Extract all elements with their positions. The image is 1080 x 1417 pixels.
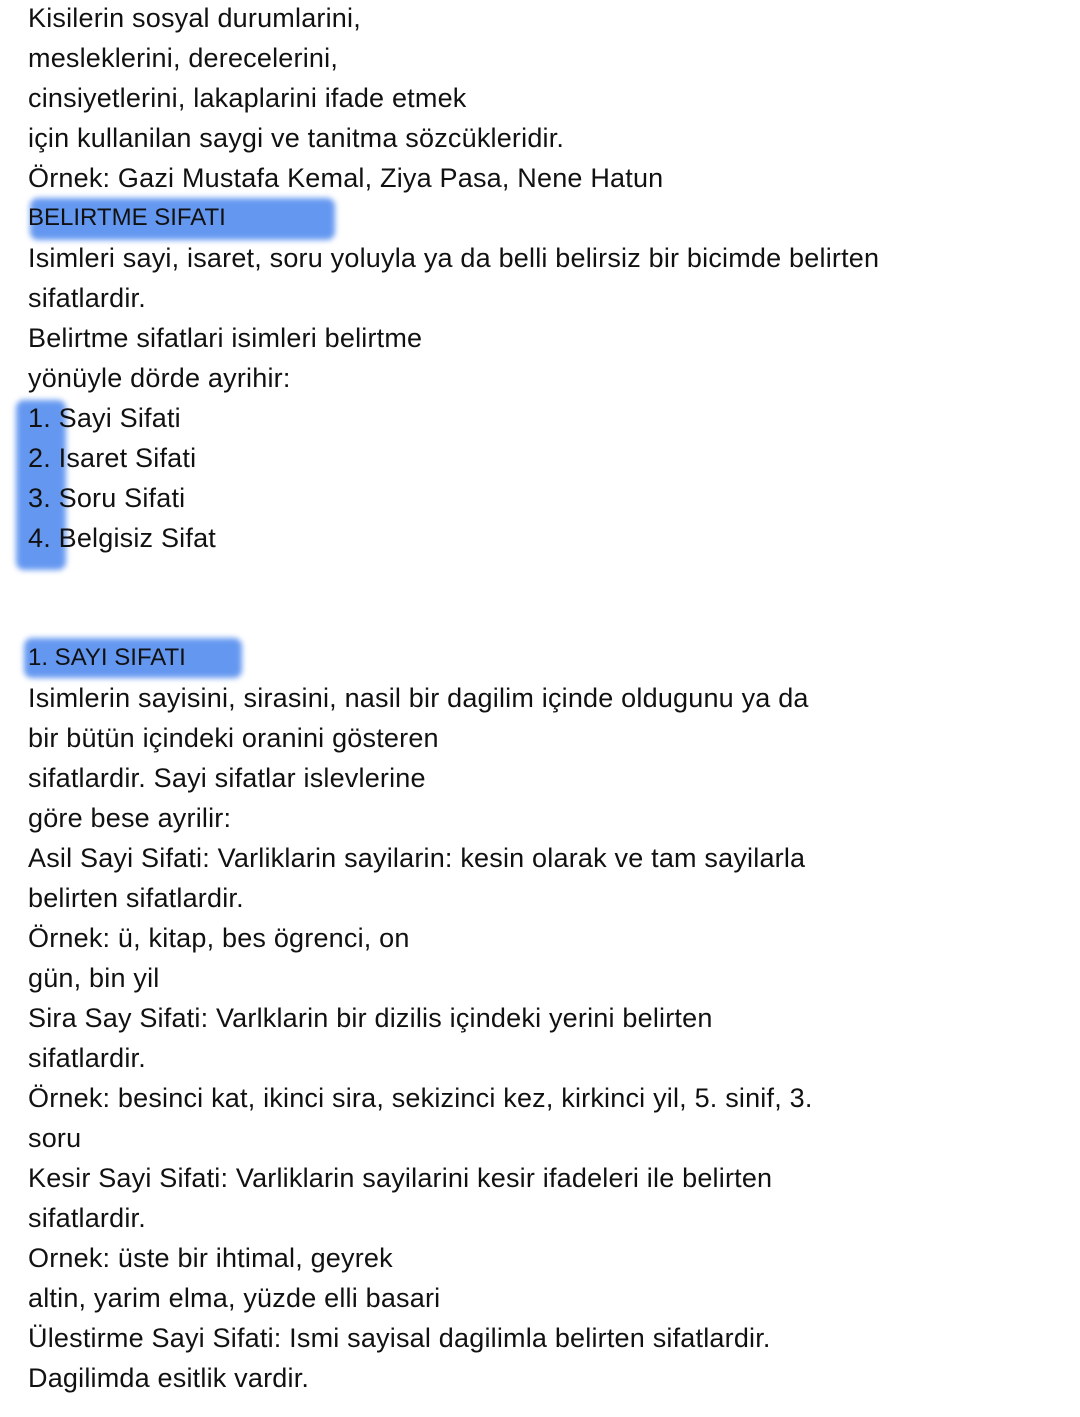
text-line: Isimlerin sayisini, sirasini, nasil bir dagilim içinde oldugunu ya da bbox=[28, 683, 809, 713]
section-heading-belirtme: BELIRTME SIFATI bbox=[28, 204, 226, 231]
text-line: Ornek: üste bir ihtimal, geyrek bbox=[28, 1243, 393, 1273]
intro-line: için kullanilan saygi ve tanitma sözcükleridir. bbox=[28, 123, 565, 153]
text-line: belirten sifatlardir. bbox=[28, 883, 244, 913]
intro-line: mesleklerini, derecelerini, bbox=[28, 43, 339, 73]
section-heading-sayi: 1. SAYI SIFATI bbox=[28, 644, 186, 671]
text-line: bir bütün içindeki oranini gösteren bbox=[28, 723, 439, 753]
intro-line: Örnek: Gazi Mustafa Kemal, Ziya Pasa, Nene Hatun bbox=[28, 163, 664, 193]
text-line: sifatlardir. bbox=[28, 1043, 146, 1073]
text-line: gün, bin yil bbox=[28, 963, 160, 993]
list-item: 4. Belgisiz Sifat bbox=[28, 523, 216, 553]
text-line: sifatlardir. Sayi sifatlar islevlerine bbox=[28, 763, 426, 793]
text-line: Asil Sayi Sifati: Varliklarin sayilarin: kesin olarak ve tam sayilarla bbox=[28, 843, 806, 873]
text-line: altin, yarim elma, yüzde elli basari bbox=[28, 1283, 441, 1313]
text-line: göre bese ayrilir: bbox=[28, 803, 232, 833]
text-line: Örnek: ü, kitap, bes ögrenci, on bbox=[28, 923, 410, 953]
text-line: soru bbox=[28, 1123, 82, 1153]
text-line: sifatlardir. bbox=[28, 1203, 146, 1233]
text-line: sifatlardir. bbox=[28, 283, 146, 313]
text-line: Sira Say Sifati: Varlklarin bir dizilis içindeki yerini belirten bbox=[28, 1003, 713, 1033]
list-item: 2. Isaret Sifati bbox=[28, 443, 197, 473]
text-line: Ülestirme Sayi Sifati: Ismi sayisal dagilimla belirten sifatlardir. bbox=[28, 1323, 771, 1353]
text-line: Kesir Sayi Sifati: Varliklarin sayilarini kesir ifadeleri ile belirten bbox=[28, 1163, 773, 1193]
list-item: 3. Soru Sifati bbox=[28, 483, 186, 513]
text-line: Dagilimda esitlik vardir. bbox=[28, 1363, 310, 1393]
list-item: 1. Sayi Sifati bbox=[28, 403, 181, 433]
intro-line: cinsiyetlerini, lakaplarini ifade etmek bbox=[28, 83, 467, 113]
intro-line: Kisilerin sosyal durumlarini, bbox=[28, 3, 361, 33]
text-line: yönüyle dörde ayrihir: bbox=[28, 363, 291, 393]
text-line: Örnek: besinci kat, ikinci sira, sekizinci kez, kirkinci yil, 5. sinif, 3. bbox=[28, 1083, 813, 1113]
text-line: Isimleri sayi, isaret, soru yoluyla ya da belli belirsiz bir bicimde belirten bbox=[28, 243, 880, 273]
text-line: Belirtme sifatlari isimleri belirtme bbox=[28, 323, 423, 353]
